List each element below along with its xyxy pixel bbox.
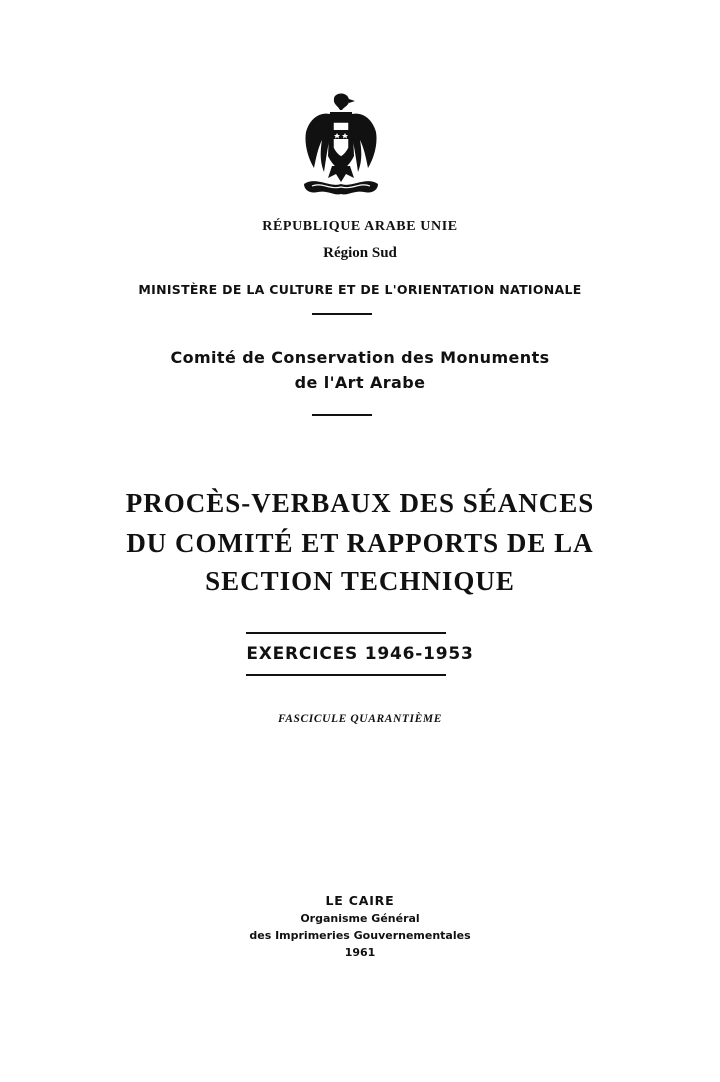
committee-name: Comité de Conservation des Monuments [170,348,550,367]
region-heading: Région Sud [323,245,397,261]
divider [312,313,372,315]
fascicule-label: FASCICULE QUARANTIÈME [278,713,442,725]
divider [246,632,446,634]
imprint-city: LE CAIRE [325,893,395,908]
eagle-emblem-icon [300,92,382,198]
main-title-line-2: DU COMITÉ ET RAPPORTS DE LA [126,528,594,558]
exercices-heading: EXERCICES 1946-1953 [246,644,474,664]
imprint-publisher-line-2: des Imprimeries Gouvernementales [249,929,471,942]
imprint-year: 1961 [344,946,376,959]
divider [312,414,372,416]
committee-subname: de l'Art Arabe [294,373,426,392]
main-title-line-1: PROCÈS-VERBAUX DES SÉANCES [125,488,595,518]
republic-heading: RÉPUBLIQUE ARABE UNIE [262,219,458,234]
main-title-line-3: SECTION TECHNIQUE [205,566,515,596]
ministry-heading: MINISTÈRE DE LA CULTURE ET DE L'ORIENTATION NATIONALE [138,282,582,297]
divider [246,674,446,676]
imprint-publisher-line-1: Organisme Général [300,912,420,925]
